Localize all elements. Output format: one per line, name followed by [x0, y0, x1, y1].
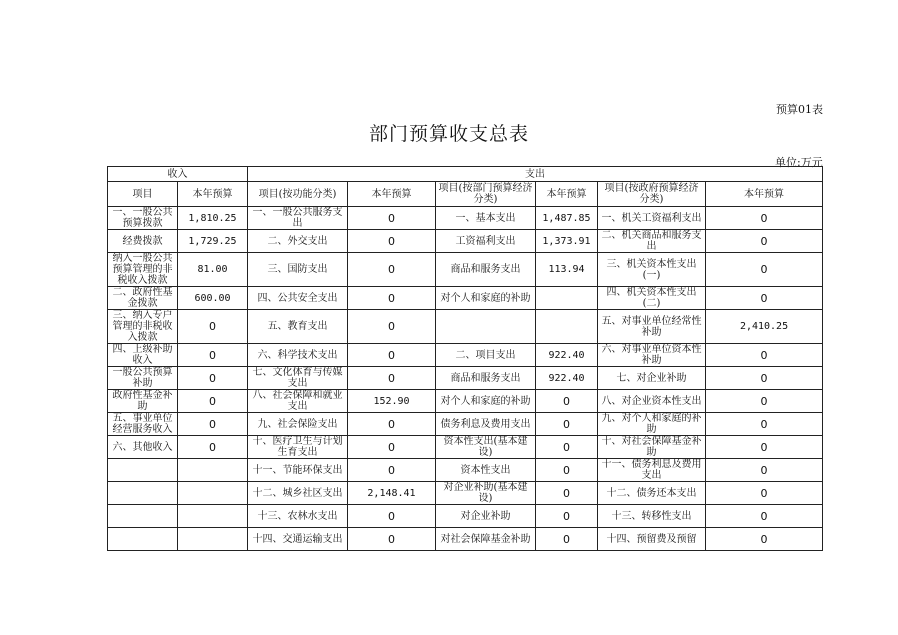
income-item: 政府性基金补助: [108, 390, 178, 413]
function-amount: 0: [348, 207, 436, 230]
function-amount: 0: [348, 436, 436, 459]
gov-econ-amount: 2,410.25: [706, 310, 823, 344]
income-amount: [178, 505, 248, 528]
function-item: 八、社会保障和就业支出: [248, 390, 348, 413]
unit-label: 单位:万元: [775, 156, 823, 169]
gov-econ-item: 十三、转移性支出: [598, 505, 706, 528]
column-header: 本年预算: [706, 182, 823, 207]
dept-econ-item: 对企业补助(基本建设): [436, 482, 536, 505]
table-row: [108, 230, 823, 253]
income-amount: 0: [178, 436, 248, 459]
income-item: 一、一般公共预算拨款: [108, 207, 178, 230]
table-row: [108, 253, 823, 287]
dept-econ-amount: 0: [536, 413, 598, 436]
table-row: [108, 413, 823, 436]
income-item: 二、政府性基金拨款: [108, 287, 178, 310]
column-header: 项目(按功能分类): [248, 182, 348, 207]
dept-econ-item: 资本性支出(基本建设): [436, 436, 536, 459]
table-row: [108, 390, 823, 413]
column-header: 项目(按政府预算经济分类): [598, 182, 706, 207]
gov-econ-amount: 0: [706, 287, 823, 310]
dept-econ-amount: 0: [536, 390, 598, 413]
table-row: [108, 436, 823, 459]
budget-table: [107, 166, 823, 551]
function-amount: 0: [348, 413, 436, 436]
dept-econ-item: 二、项目支出: [436, 344, 536, 367]
form-number: 预算01表: [776, 103, 823, 116]
gov-econ-amount: 0: [706, 436, 823, 459]
gov-econ-item: 九、对个人和家庭的补助: [598, 413, 706, 436]
gov-econ-amount: 0: [706, 230, 823, 253]
gov-econ-item: 三、机关资本性支出(一): [598, 253, 706, 287]
gov-econ-item: 六、对事业单位资本性补助: [598, 344, 706, 367]
table-row: [108, 344, 823, 367]
function-item: 十、医疗卫生与计划生育支出: [248, 436, 348, 459]
income-amount: 1,810.25: [178, 207, 248, 230]
dept-econ-amount: [536, 287, 598, 310]
table-row: [108, 287, 823, 310]
dept-econ-amount: 0: [536, 436, 598, 459]
income-item: [108, 528, 178, 551]
column-header: 项目: [108, 182, 178, 207]
income-item: [108, 505, 178, 528]
page-title: 部门预算收支总表: [368, 123, 529, 145]
income-amount: 0: [178, 367, 248, 390]
gov-econ-item: 七、对企业补助: [598, 367, 706, 390]
dept-econ-amount: 1,487.85: [536, 207, 598, 230]
dept-econ-item: 商品和服务支出: [436, 253, 536, 287]
dept-econ-amount: 922.40: [536, 367, 598, 390]
dept-econ-item: [436, 310, 536, 344]
column-header: 本年预算: [536, 182, 598, 207]
income-amount: 0: [178, 413, 248, 436]
function-item: 七、文化体育与传媒支出: [248, 367, 348, 390]
dept-econ-amount: 1,373.91: [536, 230, 598, 253]
function-item: 五、教育支出: [248, 310, 348, 344]
gov-econ-amount: 0: [706, 367, 823, 390]
income-item: 四、上级补助收入: [108, 344, 178, 367]
group-header-row: [108, 167, 823, 182]
income-amount: 81.00: [178, 253, 248, 287]
gov-econ-amount: 0: [706, 459, 823, 482]
gov-econ-item: 二、机关商品和服务支出: [598, 230, 706, 253]
dept-econ-item: 一、基本支出: [436, 207, 536, 230]
function-amount: 0: [348, 505, 436, 528]
dept-econ-item: 债务利息及费用支出: [436, 413, 536, 436]
dept-econ-amount: [536, 310, 598, 344]
function-amount: 0: [348, 367, 436, 390]
function-item: 一、一般公共服务支出: [248, 207, 348, 230]
income-amount: [178, 528, 248, 551]
income-item: 三、纳入专户管理的非税收入拨款: [108, 310, 178, 344]
gov-econ-amount: 0: [706, 344, 823, 367]
dept-econ-amount: 113.94: [536, 253, 598, 287]
dept-econ-item: 资本性支出: [436, 459, 536, 482]
table-row: [108, 528, 823, 551]
gov-econ-item: 十、对社会保障基金补助: [598, 436, 706, 459]
gov-econ-item: 十一、债务利息及费用支出: [598, 459, 706, 482]
function-item: 九、社会保险支出: [248, 413, 348, 436]
income-amount: [178, 482, 248, 505]
dept-econ-amount: 0: [536, 528, 598, 551]
gov-econ-item: 八、对企业资本性支出: [598, 390, 706, 413]
dept-econ-amount: 0: [536, 505, 598, 528]
gov-econ-amount: 0: [706, 207, 823, 230]
income-item: [108, 459, 178, 482]
column-header: 本年预算: [348, 182, 436, 207]
table-row: [108, 310, 823, 344]
function-item: 四、公共安全支出: [248, 287, 348, 310]
function-amount: 0: [348, 528, 436, 551]
gov-econ-item: 十二、债务还本支出: [598, 482, 706, 505]
function-item: 十一、节能环保支出: [248, 459, 348, 482]
income-item: 纳入一般公共预算管理的非税收入拨款: [108, 253, 178, 287]
income-amount: 0: [178, 390, 248, 413]
table-row: [108, 482, 823, 505]
table-row: [108, 459, 823, 482]
column-header-row: [108, 182, 823, 207]
function-item: 二、外交支出: [248, 230, 348, 253]
income-amount: 600.00: [178, 287, 248, 310]
gov-econ-amount: 0: [706, 505, 823, 528]
income-amount: 1,729.25: [178, 230, 248, 253]
dept-econ-item: 对社会保障基金补助: [436, 528, 536, 551]
gov-econ-item: 一、机关工资福利支出: [598, 207, 706, 230]
gov-econ-amount: 0: [706, 413, 823, 436]
function-item: 十二、城乡社区支出: [248, 482, 348, 505]
income-amount: [178, 459, 248, 482]
function-item: 十三、农林水支出: [248, 505, 348, 528]
dept-econ-amount: 0: [536, 459, 598, 482]
function-amount: 0: [348, 230, 436, 253]
income-item: 五、事业单位经营服务收入: [108, 413, 178, 436]
dept-econ-item: 商品和服务支出: [436, 367, 536, 390]
function-amount: 0: [348, 459, 436, 482]
gov-econ-item: 五、对事业单位经常性补助: [598, 310, 706, 344]
function-item: 三、国防支出: [248, 253, 348, 287]
function-amount: 0: [348, 310, 436, 344]
dept-econ-item: 对企业补助: [436, 505, 536, 528]
table-row: [108, 207, 823, 230]
table-row: [108, 505, 823, 528]
function-amount: 2,148.41: [348, 482, 436, 505]
income-item: 一般公共预算补助: [108, 367, 178, 390]
dept-econ-amount: 0: [536, 482, 598, 505]
gov-econ-item: 十四、预留费及预留: [598, 528, 706, 551]
table-row: [108, 367, 823, 390]
dept-econ-amount: 922.40: [536, 344, 598, 367]
function-item: 十四、交通运输支出: [248, 528, 348, 551]
gov-econ-amount: 0: [706, 482, 823, 505]
dept-econ-item: 对个人和家庭的补助: [436, 287, 536, 310]
column-header: 项目(按部门预算经济分类): [436, 182, 536, 207]
income-header: 收入: [108, 167, 248, 182]
gov-econ-amount: 0: [706, 253, 823, 287]
function-amount: 0: [348, 344, 436, 367]
table-body: [108, 207, 823, 551]
function-amount: 152.90: [348, 390, 436, 413]
gov-econ-amount: 0: [706, 390, 823, 413]
income-item: 六、其他收入: [108, 436, 178, 459]
gov-econ-item: 四、机关资本性支出(二): [598, 287, 706, 310]
expense-header: 支出: [248, 167, 823, 182]
gov-econ-amount: 0: [706, 528, 823, 551]
dept-econ-item: 对个人和家庭的补助: [436, 390, 536, 413]
income-item: [108, 482, 178, 505]
function-item: 六、科学技术支出: [248, 344, 348, 367]
income-amount: 0: [178, 310, 248, 344]
income-amount: 0: [178, 344, 248, 367]
function-amount: 0: [348, 287, 436, 310]
column-header: 本年预算: [178, 182, 248, 207]
dept-econ-item: 工资福利支出: [436, 230, 536, 253]
income-item: 经费拨款: [108, 230, 178, 253]
function-amount: 0: [348, 253, 436, 287]
